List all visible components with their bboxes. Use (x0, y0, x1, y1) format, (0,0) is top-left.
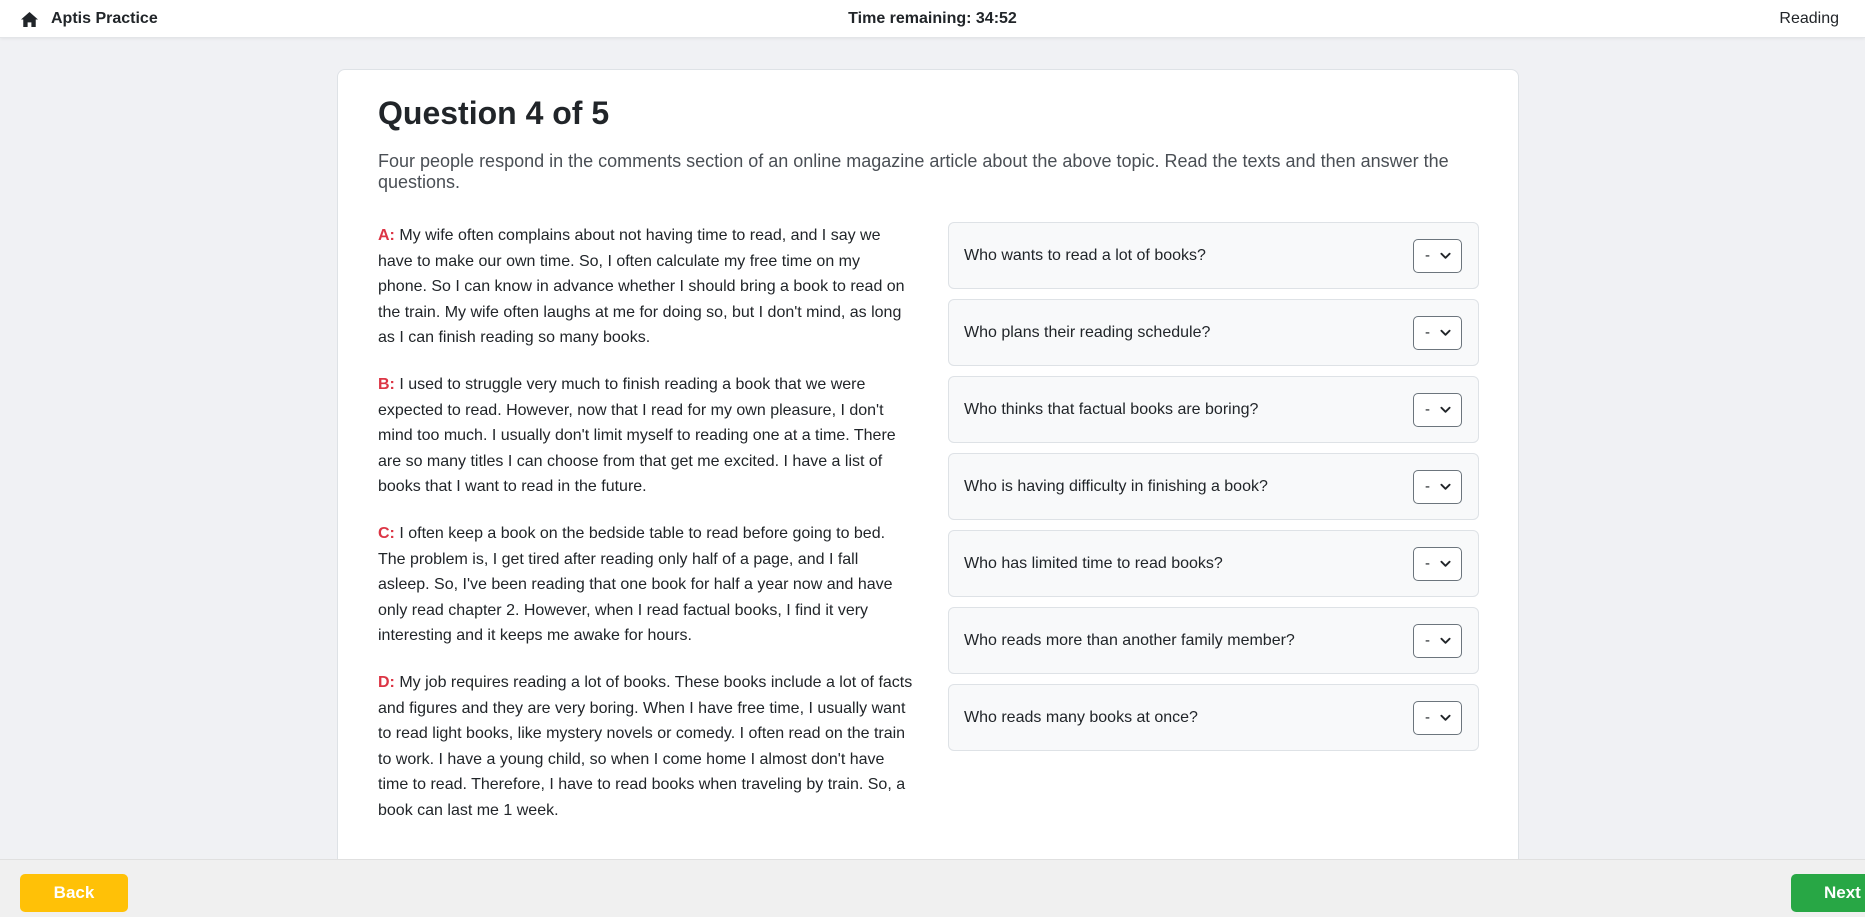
section-name: Reading (1779, 10, 1839, 27)
answer-select[interactable] (1413, 316, 1462, 350)
select-value: - (1425, 324, 1430, 341)
timer-text: Time remaining: 34:52 (848, 10, 1017, 27)
text-letter: D: (378, 673, 395, 691)
text-body: My job requires reading a lot of books. These books include a lot of facts and figures and they are very boring. When I have free time, I usually want to read light books, like mystery novels or comedy. I often read on the train to work. I have a young child, so when I come home I almost don't have time to read. Therefore, I have to read books when traveling by train. So, a book can last me 1 week. (378, 673, 913, 819)
question-prompt: Who plans their reading schedule? (964, 323, 1211, 341)
top-navbar (0, 0, 1865, 38)
question-prompt: Who reads many books at once? (964, 708, 1198, 726)
text-d (378, 670, 913, 824)
question-item (948, 453, 1479, 520)
reading-texts (378, 223, 913, 844)
bottom-navbar (0, 859, 1865, 917)
text-letter: C: (378, 524, 395, 542)
answer-select[interactable] (1413, 624, 1462, 658)
question-item (948, 607, 1479, 674)
app-title: Aptis Practice (51, 10, 158, 27)
chevron-down-icon (1440, 252, 1451, 260)
select-value: - (1425, 632, 1430, 649)
question-item (948, 222, 1479, 289)
answer-select[interactable] (1413, 239, 1462, 273)
back-button[interactable]: Back (20, 874, 128, 912)
text-a (378, 223, 913, 351)
text-c (378, 521, 913, 649)
question-list (948, 222, 1479, 761)
question-prompt: Who is having difficulty in finishing a book? (964, 477, 1268, 495)
answer-select[interactable] (1413, 701, 1462, 735)
question-prompt: Who reads more than another family member? (964, 631, 1295, 649)
answer-select[interactable] (1413, 547, 1462, 581)
question-title: Question 4 of 5 (378, 95, 610, 131)
question-item (948, 299, 1479, 366)
text-body: My wife often complains about not having time to read, and I say we have to make our own time. So, I often calculate my free time on my phone. So I can know in advance whether I should bring a book to read on the train. My wife often laughs at me for doing so, but I don't mind, as long as I can finish reading so many books. (378, 227, 905, 347)
home-icon (20, 11, 39, 28)
chevron-down-icon (1440, 637, 1451, 645)
question-prompt: Who thinks that factual books are boring? (964, 400, 1259, 418)
timer (0, 0, 1865, 38)
text-letter: B: (378, 375, 395, 393)
question-item (948, 376, 1479, 443)
chevron-down-icon (1440, 714, 1451, 722)
select-value: - (1425, 709, 1430, 726)
chevron-down-icon (1440, 560, 1451, 568)
text-letter: A: (378, 227, 395, 244)
select-value: - (1425, 401, 1430, 418)
text-b (378, 372, 913, 500)
text-body: I used to struggle very much to finish reading a book that we were expected to read. However, now that I read for my own pleasure, I don't mind too much. I usually don't limit myself to reading one at a time. There are so many titles I can choose from that get me excited. I have a list of books that I want to read in the future. (378, 375, 896, 496)
question-item (948, 684, 1479, 751)
chevron-down-icon (1440, 406, 1451, 414)
select-value: - (1425, 478, 1430, 495)
text-body: I often keep a book on the bedside table to read before going to bed. The problem is, I get tired after reading only half of a page, and I fall asleep. So, I've been reading that one book for half a year now and have only read chapter 2. However, when I read factual books, I find it very interesting and it keeps me awake for hours. (378, 524, 893, 645)
chevron-down-icon (1440, 329, 1451, 337)
answer-select[interactable] (1413, 470, 1462, 504)
question-instructions: Four people respond in the comments section of an online magazine article about the above topic. Read the texts and then answer the questions. (378, 151, 1449, 192)
select-value: - (1425, 247, 1430, 264)
home-link[interactable] (20, 0, 158, 38)
chevron-down-icon (1440, 483, 1451, 491)
select-value: - (1425, 555, 1430, 572)
next-button[interactable]: Next (1791, 874, 1865, 912)
answer-select[interactable] (1413, 393, 1462, 427)
question-prompt: Who has limited time to read books? (964, 554, 1223, 572)
question-item (948, 530, 1479, 597)
section-label (1779, 0, 1839, 38)
question-card (337, 69, 1519, 869)
question-prompt: Who wants to read a lot of books? (964, 246, 1206, 264)
